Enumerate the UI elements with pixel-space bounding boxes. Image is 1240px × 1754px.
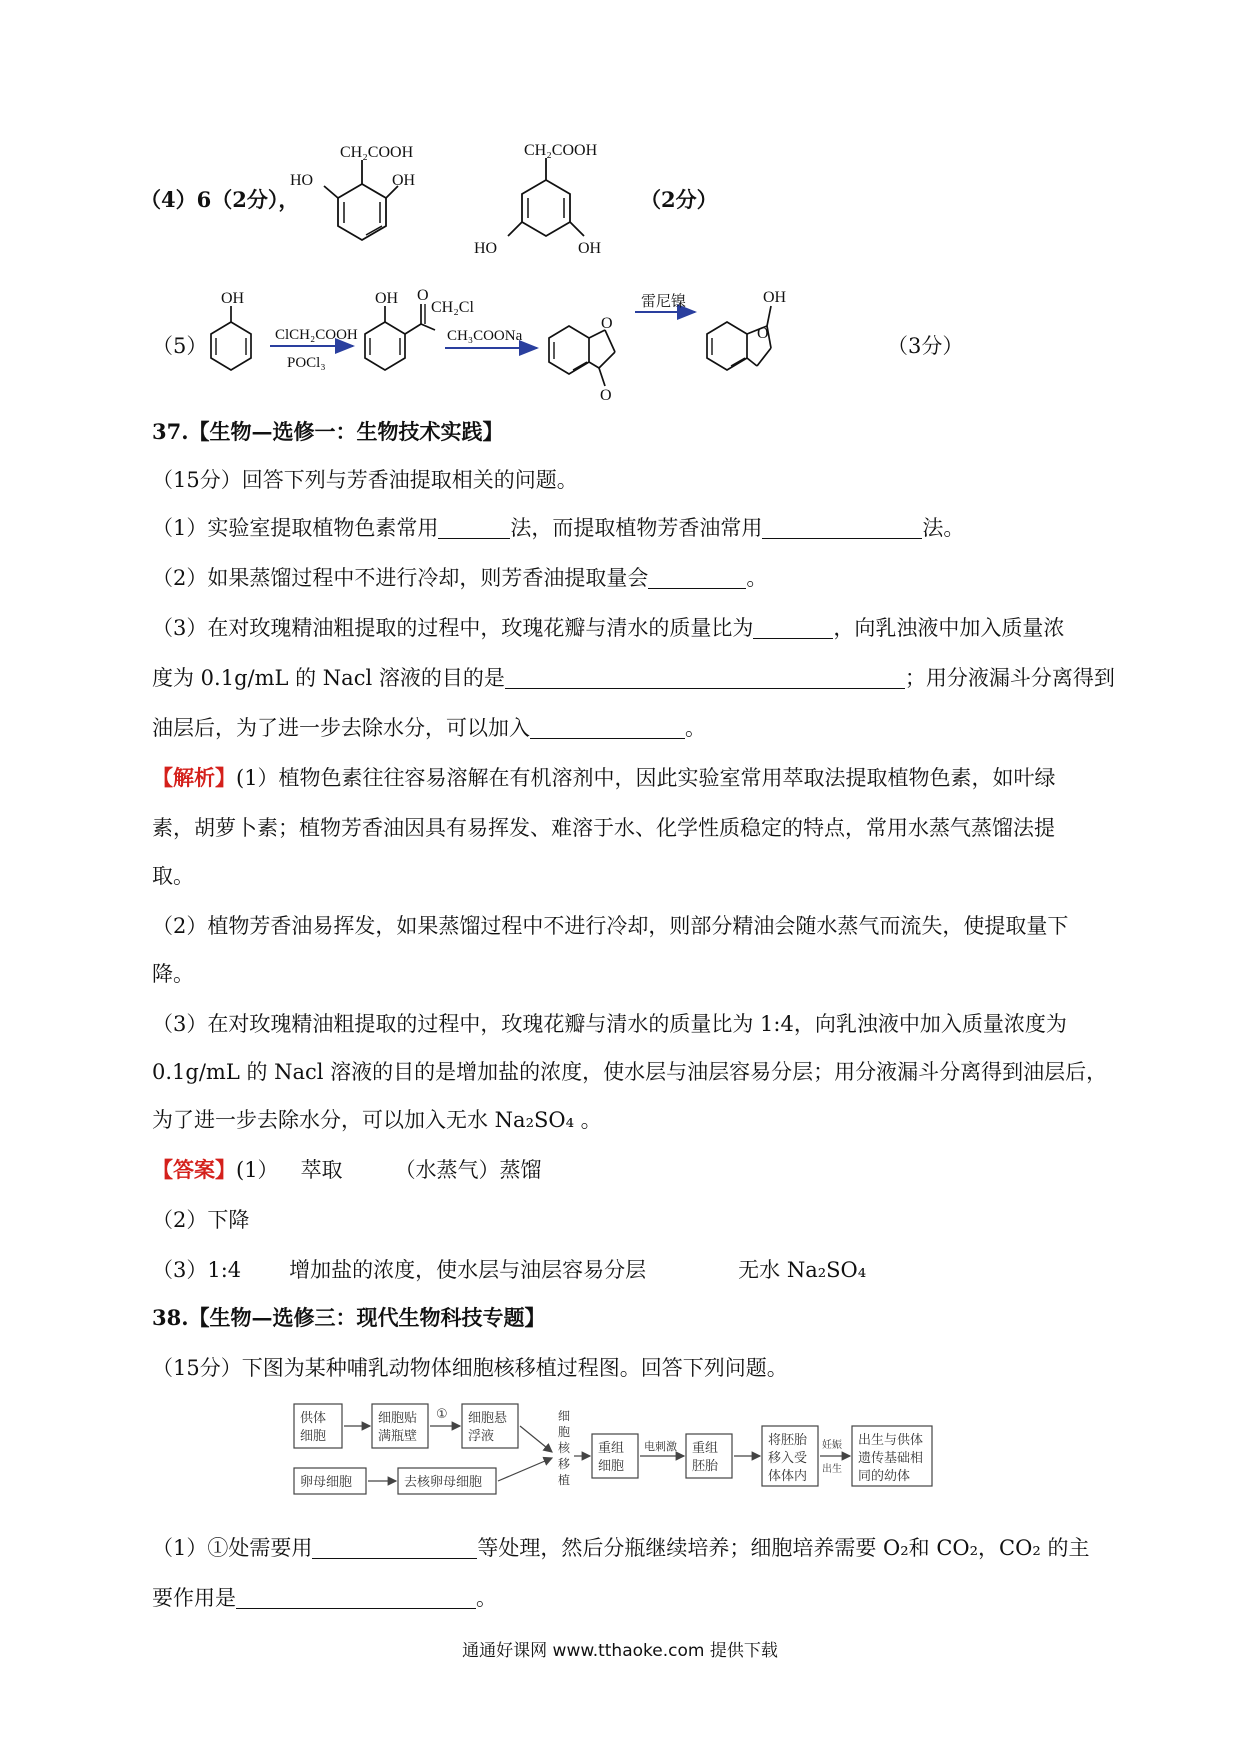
svg-text:移: 移 bbox=[558, 1457, 571, 1471]
svg-text:细胞: 细胞 bbox=[598, 1459, 625, 1474]
q37-part3-line1: （3）在对玫瑰精油粗提取的过程中，玫瑰花瓣与清水的质量比为 ，向乳浊液中加入质量浓 bbox=[152, 616, 1065, 640]
blank bbox=[753, 616, 833, 639]
q38-title: 38.【生物—选修三：现代生物科技专题】 bbox=[152, 1305, 546, 1330]
q37-part1: （1）实验室提取植物色素常用 法，而提取植物芳香油常用 法。 bbox=[152, 516, 965, 540]
q37-analysis-2: （2）植物芳香油易挥发，如果蒸馏过程中不进行冷却，则部分精油会随水蒸气而流失，使提取量下 bbox=[152, 914, 1069, 938]
ho-label: HO bbox=[290, 172, 314, 189]
label-nuclear-transfer bbox=[558, 1409, 571, 1487]
structure-q4-a bbox=[290, 140, 440, 250]
q38-intro: （15分）下图为某种哺乳动物体细胞核移植过程图。回答下列问题。 bbox=[152, 1356, 788, 1380]
svg-text:细胞: 细胞 bbox=[300, 1429, 327, 1444]
q37-answer-2: （2）下降 bbox=[152, 1208, 250, 1232]
q37-analysis-2b: 降。 bbox=[152, 962, 194, 986]
svg-text:胞: 胞 bbox=[558, 1425, 571, 1439]
svg-text:细胞悬: 细胞悬 bbox=[468, 1411, 508, 1426]
oh-label: OH bbox=[392, 172, 416, 189]
oh-label: OH bbox=[375, 290, 399, 307]
ch2cooh-label: CH₂COOH bbox=[524, 142, 598, 159]
svg-text:重组: 重组 bbox=[598, 1441, 625, 1456]
svg-text:细胞贴: 细胞贴 bbox=[378, 1411, 418, 1426]
svg-text:去核卵母细胞: 去核卵母细胞 bbox=[404, 1475, 483, 1490]
svg-text:将胚胎: 将胚胎 bbox=[768, 1433, 808, 1448]
blank bbox=[236, 1586, 476, 1609]
q37-answer-3: （3）1:4 增加盐的浓度，使水层与油层容易分层 无水 Na₂SO₄ bbox=[152, 1258, 867, 1282]
svg-text:浮液: 浮液 bbox=[468, 1429, 495, 1444]
q37-title: 37.【生物—选修一：生物技术实践】 bbox=[152, 419, 504, 444]
q4-score: （2分） bbox=[640, 187, 718, 212]
o-label: O bbox=[600, 387, 612, 402]
blank bbox=[312, 1536, 477, 1559]
ch2cl-label: CH₂Cl bbox=[431, 299, 474, 316]
ch2cooh-label: CH₂COOH bbox=[340, 144, 414, 161]
q38-part1-line1: （1）①处需要用 等处理，然后分瓶继续培养；细胞培养需要 O₂和 CO₂，CO₂ 的主 bbox=[152, 1536, 1090, 1560]
reagent2: CH₃COONa bbox=[447, 328, 523, 344]
product-structure bbox=[707, 289, 787, 370]
benzofuranone-structure bbox=[549, 315, 615, 402]
blank bbox=[648, 566, 746, 589]
footer: 通通好课网 www.tthaoke.com 提供下载 bbox=[462, 1641, 778, 1661]
step-marker: ① bbox=[436, 1407, 448, 1422]
q5-score: （3分） bbox=[887, 334, 964, 358]
structure-q4-b bbox=[460, 138, 630, 268]
q37-analysis-3: （3）在对玫瑰精油粗提取的过程中，玫瑰花瓣与清水的质量比为 1:4，向乳浊液中加入质量浓度为 bbox=[152, 1012, 1067, 1036]
svg-text:胚胎: 胚胎 bbox=[692, 1459, 719, 1474]
svg-text:出生与供体: 出生与供体 bbox=[858, 1433, 924, 1448]
reagent3: 雷尼镍 bbox=[641, 294, 687, 310]
reagent1-bottom: POCl₃ bbox=[287, 355, 326, 371]
synthesis-route bbox=[195, 282, 975, 402]
q37-analysis-3b: 0.1g/mL 的 Nacl 溶液的目的是增加盐的浓度，使水层与油层容易分层；用分液漏斗分离得到油层后， bbox=[152, 1060, 1108, 1084]
q5-label: （5） bbox=[152, 334, 208, 358]
blank bbox=[505, 666, 905, 689]
svg-text:重组: 重组 bbox=[692, 1441, 719, 1456]
svg-text:出生: 出生 bbox=[822, 1464, 842, 1475]
svg-text:供体: 供体 bbox=[300, 1411, 327, 1426]
ho-label: HO bbox=[474, 240, 498, 257]
q37-analysis-1c: 取。 bbox=[152, 864, 194, 888]
reagent1-top: ClCH₂COOH bbox=[275, 327, 358, 343]
q37-answer-1: 【答案】(1） 萃取 （水蒸气）蒸馏 bbox=[152, 1157, 542, 1182]
svg-text:核: 核 bbox=[558, 1441, 571, 1455]
o-label: O bbox=[601, 315, 613, 332]
label-pregnancy: 妊娠 bbox=[822, 1440, 842, 1451]
svg-text:体体内: 体体内 bbox=[768, 1469, 808, 1484]
o-label: O bbox=[417, 287, 429, 304]
svg-text:遗传基础相: 遗传基础相 bbox=[858, 1451, 924, 1466]
oh-label: OH bbox=[763, 289, 787, 306]
blank bbox=[438, 516, 510, 539]
o-label: O bbox=[757, 325, 769, 342]
q37-part3-line2: 度为 0.1g/mL 的 Nacl 溶液的目的是 ；用分液漏斗分离得到 bbox=[152, 666, 1115, 690]
nuclear-transfer-flowchart bbox=[290, 1400, 970, 1510]
blank bbox=[762, 516, 922, 539]
q37-intro: （15分）回答下列与芳香油提取相关的问题。 bbox=[152, 468, 578, 492]
q37-analysis-1: 【解析】(1）植物色素往往容易溶解在有机溶剂中，因此实验室常用萃取法提取植物色素，如叶绿 bbox=[152, 765, 1056, 790]
q37-part3-line3: 油层后，为了进一步去除水分，可以加入 。 bbox=[152, 716, 706, 740]
oh-label: OH bbox=[578, 240, 602, 257]
answer-tag: 【答案】 bbox=[152, 1157, 236, 1182]
svg-text:细: 细 bbox=[558, 1409, 571, 1423]
q4-label: （4）6（2分）， bbox=[140, 187, 300, 212]
phenol-structure bbox=[211, 290, 251, 370]
svg-text:同的幼体: 同的幼体 bbox=[858, 1469, 911, 1484]
q37-part2: （2）如果蒸馏过程中不进行冷却，则芳香油提取量会 。 bbox=[152, 566, 768, 590]
analysis-tag: 【解析】 bbox=[152, 765, 236, 790]
label-cleavage: 电刺激 bbox=[644, 1440, 677, 1453]
svg-text:移入受: 移入受 bbox=[768, 1451, 808, 1466]
q38-part1-line2: 要作用是 。 bbox=[152, 1586, 497, 1610]
q37-analysis-1b: 素，胡萝卜素；植物芳香油因具有易挥发、难溶于水、化学性质稳定的特点，常用水蒸气蒸馏法提 bbox=[152, 816, 1055, 840]
svg-text:植: 植 bbox=[558, 1473, 571, 1487]
q37-analysis-3c: 为了进一步去除水分，可以加入无水 Na₂SO₄ 。 bbox=[152, 1108, 602, 1132]
oh-label: OH bbox=[221, 290, 245, 307]
blank bbox=[530, 716, 685, 739]
svg-text:卵母细胞: 卵母细胞 bbox=[300, 1475, 353, 1490]
svg-text:满瓶壁: 满瓶壁 bbox=[378, 1429, 418, 1444]
